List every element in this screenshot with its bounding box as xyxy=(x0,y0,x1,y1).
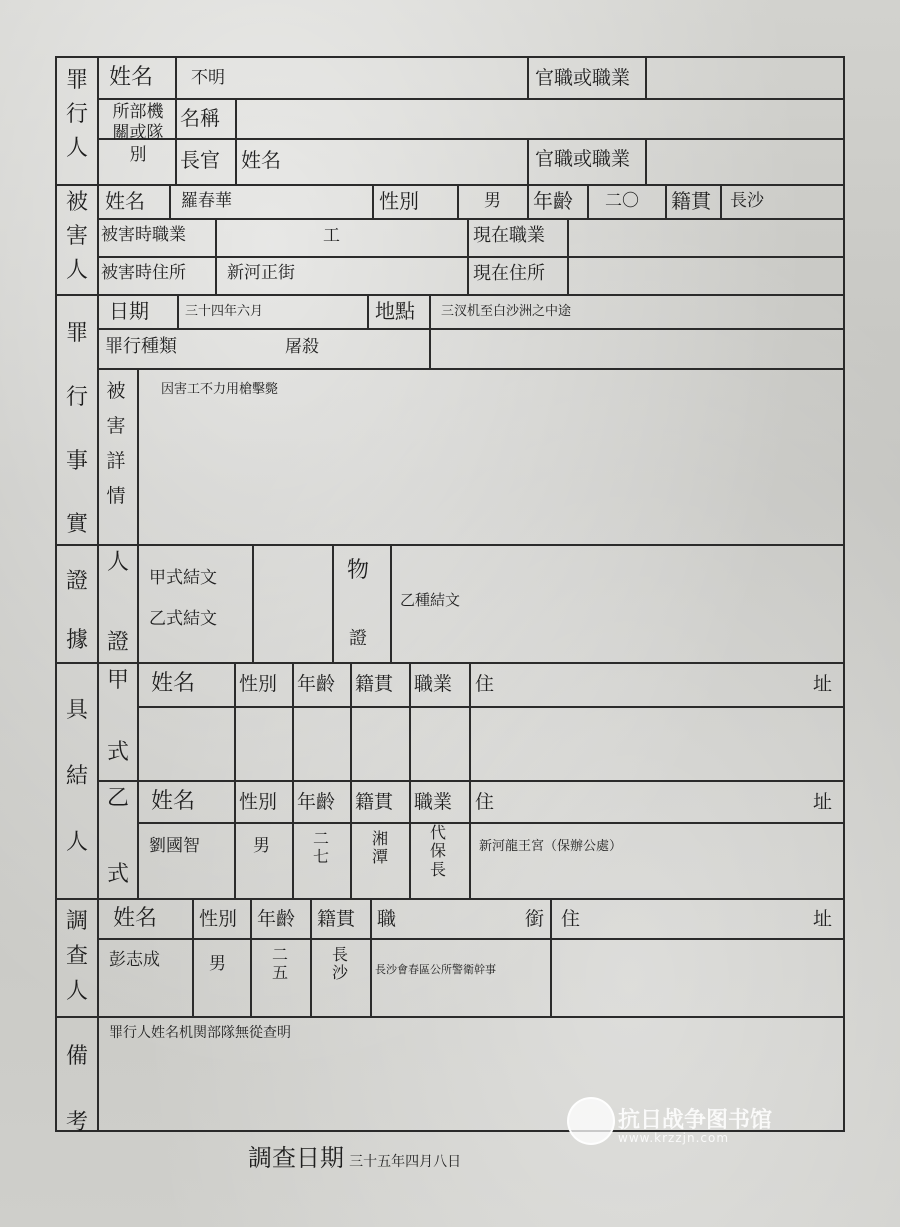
section-crime-label: 罪行事實 xyxy=(65,321,88,538)
rule-crime-bottom xyxy=(57,544,843,546)
rule xyxy=(250,898,252,1016)
victim-addr-at-label: 被害時住所 xyxy=(101,263,186,283)
witness-b-sex: 男 xyxy=(253,836,270,856)
witness-a-col-job: 職業 xyxy=(414,673,453,695)
witness-b-name: 劉國智 xyxy=(149,836,200,856)
investigator-col-title-left: 職 xyxy=(377,908,397,930)
rule xyxy=(97,98,843,100)
witness-b-col-addr-right: 址 xyxy=(813,791,833,813)
rule xyxy=(567,218,569,294)
rule xyxy=(310,898,312,1016)
rule xyxy=(97,368,843,370)
rule xyxy=(175,58,177,184)
witness-a-label-top: 甲 xyxy=(107,668,130,693)
investigator-origin: 長沙 xyxy=(331,945,348,983)
offender-unit-name-label: 名稱 xyxy=(180,106,220,130)
rule xyxy=(252,544,254,662)
rule xyxy=(469,662,471,898)
victim-job-at-label: 被害時職業 xyxy=(101,225,186,245)
rule xyxy=(137,544,139,662)
rule xyxy=(367,294,369,328)
offender-name-value: 不明 xyxy=(191,68,225,88)
rule xyxy=(192,898,194,1016)
witness-b-age: 二七 xyxy=(312,829,329,867)
crime-place-value: 三汊机至白沙洲之中途 xyxy=(441,304,572,319)
rule xyxy=(215,218,217,294)
rule xyxy=(645,138,647,184)
section-victim-label: 被害人 xyxy=(65,190,88,284)
witness-b-col-origin: 籍貫 xyxy=(355,791,394,813)
witness-a-label-bottom: 式 xyxy=(107,740,130,765)
offender-chief-rank-label: 官職或職業 xyxy=(535,148,631,170)
witness-b-col-sex: 性別 xyxy=(239,791,278,813)
rule xyxy=(409,662,411,898)
witness-a-col-addr-left: 住 xyxy=(475,673,495,695)
rule xyxy=(720,184,722,218)
rule xyxy=(235,98,237,184)
evidence-object-label-bottom: 證 xyxy=(349,628,367,649)
crime-date-value: 三十四年六月 xyxy=(185,304,264,319)
victim-age-value: 二〇 xyxy=(605,191,639,211)
victim-addr-now-label: 現在住所 xyxy=(473,263,545,284)
section-remarks-label: 備考 xyxy=(65,1044,88,1135)
investigator-col-origin: 籍貫 xyxy=(317,908,356,930)
rule xyxy=(527,184,529,218)
witness-b-origin: 湘潭 xyxy=(371,829,388,867)
section-offender-label: 罪行人 xyxy=(65,68,88,162)
rule xyxy=(550,898,552,1016)
rule xyxy=(234,662,236,898)
offender-chief-label: 長官 xyxy=(180,148,220,172)
rule-witness-bottom xyxy=(57,898,843,900)
witness-b-col-addr-left: 住 xyxy=(475,791,495,813)
witness-a-col-addr-right: 址 xyxy=(813,673,833,695)
victim-sex-value: 男 xyxy=(484,191,501,211)
rule xyxy=(665,184,667,218)
witness-a-col-origin: 籍貫 xyxy=(355,673,394,695)
rule xyxy=(169,184,171,218)
survey-date-value: 三十五年四月八日 xyxy=(349,1154,462,1170)
witness-b-col-age: 年齡 xyxy=(297,791,336,813)
crime-details-label: 被害詳情 xyxy=(106,380,126,508)
survey-date xyxy=(248,1138,461,1173)
rule-investigator-bottom xyxy=(57,1016,843,1018)
investigator-sex: 男 xyxy=(209,954,226,974)
section-investigator-label: 調查人 xyxy=(65,909,88,1005)
evidence-person-value-b: 乙式結文 xyxy=(149,609,217,629)
witness-a-col-sex: 性別 xyxy=(239,673,278,695)
evidence-person-label-top: 人 xyxy=(107,550,130,575)
crime-details-value: 因害工不力用槍擊斃 xyxy=(161,382,279,397)
rule xyxy=(97,138,843,140)
witness-b-col-name: 姓名 xyxy=(151,789,196,814)
rule-offender-bottom xyxy=(57,184,843,186)
rule xyxy=(390,544,392,662)
rule xyxy=(137,706,843,708)
witness-a-col-age: 年齡 xyxy=(297,673,336,695)
rule xyxy=(97,938,843,940)
victim-origin-label: 籍貫 xyxy=(671,189,711,213)
offender-unit-label: 所部機關或隊別 xyxy=(112,102,164,165)
evidence-person-label-bottom: 證 xyxy=(107,630,130,655)
rule-victim-bottom xyxy=(57,294,843,296)
witness-b-label-top: 乙 xyxy=(107,786,130,811)
survey-date-label: 調查日期 xyxy=(248,1144,344,1172)
crime-date-label: 日期 xyxy=(109,299,149,323)
crime-type-label: 罪行種類 xyxy=(105,336,177,357)
rule xyxy=(467,218,469,294)
witness-b-addr: 新河龍王宮（保辦公處） xyxy=(479,839,623,854)
rule xyxy=(527,58,529,98)
library-logo-icon xyxy=(567,1097,615,1145)
offender-chief-name-label: 姓名 xyxy=(241,148,281,172)
rule xyxy=(457,184,459,218)
rule xyxy=(370,898,372,1016)
rule xyxy=(429,294,431,328)
rule xyxy=(97,328,843,330)
rule xyxy=(137,822,843,824)
watermark-text: 抗日战争图书馆 xyxy=(618,1108,773,1133)
rule xyxy=(97,218,843,220)
rule xyxy=(137,368,139,544)
rule xyxy=(350,662,352,898)
watermark-url: www.krzzjn.com xyxy=(618,1131,730,1145)
victim-age-label: 年齡 xyxy=(533,189,573,213)
witness-a-col-name: 姓名 xyxy=(151,671,196,696)
rule xyxy=(177,294,179,328)
evidence-person-value-a: 甲式結文 xyxy=(149,568,217,588)
section-witness-label: 具結人 xyxy=(65,698,88,855)
offender-name-label: 姓名 xyxy=(109,65,154,90)
rule xyxy=(587,184,589,218)
investigator-col-age: 年齡 xyxy=(257,908,296,930)
rule xyxy=(645,58,647,98)
investigator-col-title-right: 銜 xyxy=(525,908,545,930)
victim-name-label: 姓名 xyxy=(105,189,145,213)
investigator-col-name: 姓名 xyxy=(113,906,158,931)
remarks-value: 罪行人姓名机関部隊無從查明 xyxy=(109,1025,291,1041)
offender-rank-label: 官職或職業 xyxy=(535,67,631,89)
rule xyxy=(372,184,374,218)
victim-name-value: 羅春華 xyxy=(181,191,232,211)
rule xyxy=(332,544,334,662)
victim-job-at-value: 工 xyxy=(323,226,340,246)
witness-b-label-bottom: 式 xyxy=(107,862,130,887)
evidence-object-value: 乙種結文 xyxy=(400,591,461,609)
investigator-name: 彭志成 xyxy=(109,950,160,970)
victim-addr-at-value: 新河正街 xyxy=(227,263,295,283)
section-evidence-label: 證據 xyxy=(65,569,88,654)
victim-origin-value: 長沙 xyxy=(730,191,764,211)
investigator-age: 二五 xyxy=(271,945,288,983)
rule xyxy=(429,328,431,368)
rule xyxy=(292,662,294,898)
evidence-object-label-top: 物 xyxy=(347,558,370,583)
crime-type-value: 屠殺 xyxy=(285,337,319,357)
victim-sex-label: 性別 xyxy=(379,189,419,213)
witness-b-col-job: 職業 xyxy=(414,791,453,813)
investigator-col-addr-right: 址 xyxy=(813,908,833,930)
victim-job-now-label: 現在職業 xyxy=(473,225,545,246)
rule-evidence-bottom xyxy=(57,662,843,664)
crime-place-label: 地點 xyxy=(375,299,415,323)
rule xyxy=(97,256,843,258)
investigator-title: 長沙會春區公所警衛幹事 xyxy=(375,963,496,976)
investigation-form xyxy=(55,56,845,1135)
investigator-col-sex: 性別 xyxy=(199,908,238,930)
witness-b-job: 代保長 xyxy=(429,823,446,879)
rule xyxy=(527,138,529,184)
investigator-col-addr-left: 住 xyxy=(561,908,581,930)
